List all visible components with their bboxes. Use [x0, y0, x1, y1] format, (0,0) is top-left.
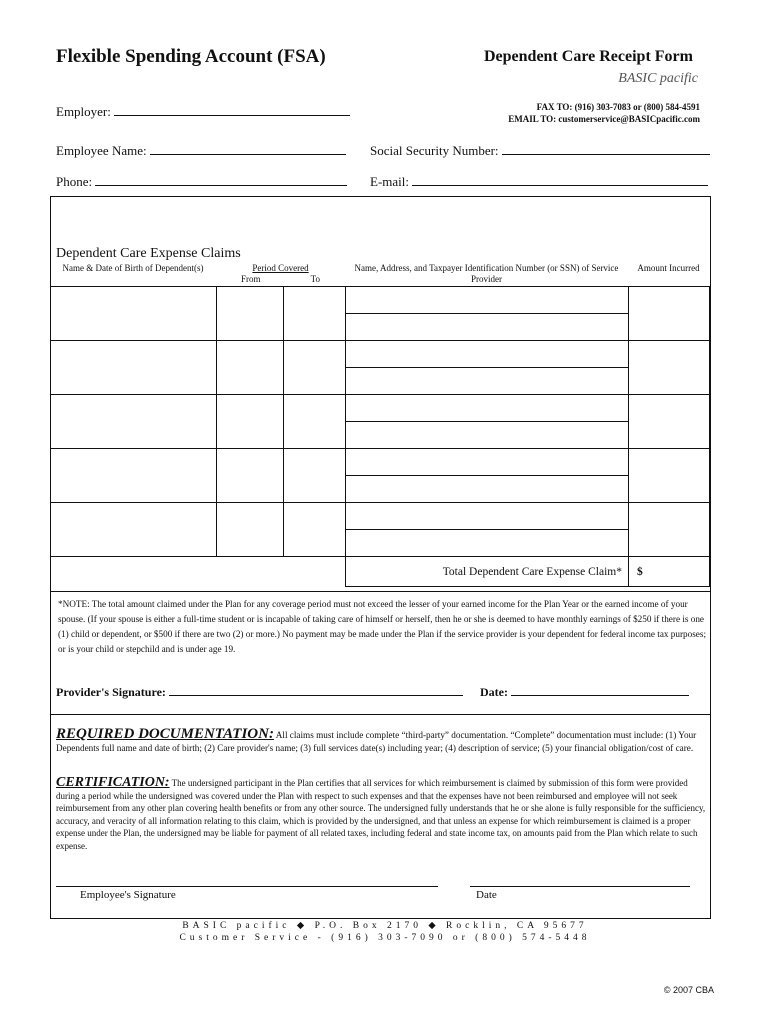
- provider-signature-label: Provider's Signature:: [56, 685, 166, 699]
- provider-cell[interactable]: [346, 476, 629, 503]
- from-cell[interactable]: [217, 503, 284, 557]
- dependent-cell[interactable]: [51, 503, 217, 557]
- col-header-period-sub: [216, 274, 345, 285]
- ssn-field[interactable]: [370, 142, 710, 159]
- provider-cell[interactable]: [346, 314, 629, 341]
- to-cell[interactable]: [284, 341, 346, 395]
- col-header-period: [216, 263, 345, 285]
- note-divider: [50, 591, 711, 592]
- employee-name-field[interactable]: [56, 142, 346, 159]
- from-cell[interactable]: [217, 395, 284, 449]
- employee-date-line[interactable]: [470, 886, 690, 887]
- ssn-input-line[interactable]: [502, 142, 710, 155]
- claim-note: *NOTE: The total amount claimed under the Plan for any coverage period must not exceed the lesser of your earned income for the Plan Year or the earned income of your spouse. (If your spouse is either a full-time student or is incapable of taking care of himself or herself, then he or she is deemed to have monthly earnings of $250 if there is one (1) child or dependent, or $500 if there are two (2) or more.) No payment may be made under the Plan if the service provider is your dependent for federal income tax purposes; or is your child or stepchild and is under age 19.: [58, 599, 707, 654]
- claim-row: [51, 341, 710, 368]
- provider-date-label: Date:: [480, 685, 508, 699]
- col-header-to: To: [310, 274, 320, 284]
- email-line: EMAIL TO: customerservice@BASICpacific.com: [508, 114, 700, 124]
- col-header-from: From: [241, 274, 261, 284]
- provider-signature-line[interactable]: [169, 683, 463, 696]
- amount-cell[interactable]: [629, 449, 710, 503]
- amount-cell[interactable]: [629, 287, 710, 341]
- provider-cell[interactable]: [346, 503, 629, 530]
- employee-name-input-line[interactable]: [150, 142, 346, 155]
- employee-signature-label: Employee's Signature: [80, 889, 176, 901]
- provider-cell[interactable]: [346, 341, 629, 368]
- to-cell[interactable]: [284, 395, 346, 449]
- ssn-label: Social Security Number:: [370, 143, 499, 158]
- amount-cell[interactable]: [629, 395, 710, 449]
- email-label: E-mail:: [370, 174, 409, 189]
- brand-logo-text: BASIC pacific: [618, 71, 698, 86]
- provider-cell[interactable]: [346, 422, 629, 449]
- total-label: Total Dependent Care Expense Claim*: [346, 557, 629, 587]
- certification: [56, 777, 706, 852]
- phone-field[interactable]: [56, 173, 347, 190]
- claims-section-title: Dependent Care Expense Claims: [56, 246, 241, 261]
- form-title: Flexible Spending Account (FSA): [56, 46, 326, 67]
- provider-cell[interactable]: [346, 530, 629, 557]
- required-documentation: [56, 728, 706, 755]
- to-cell[interactable]: [284, 503, 346, 557]
- total-amount[interactable]: $: [629, 557, 710, 587]
- employer-input-line[interactable]: [114, 103, 350, 116]
- to-cell[interactable]: [284, 449, 346, 503]
- from-cell[interactable]: [217, 341, 284, 395]
- provider-signature-field[interactable]: [56, 683, 463, 700]
- certification-heading: CERTIFICATION:: [56, 775, 170, 790]
- provider-cell[interactable]: [346, 449, 629, 476]
- signature-divider: [50, 714, 711, 715]
- provider-cell[interactable]: [346, 395, 629, 422]
- claim-row: [51, 503, 710, 530]
- from-cell[interactable]: [217, 287, 284, 341]
- form-subtitle: Dependent Care Receipt Form: [484, 48, 693, 65]
- employer-label: Employer:: [56, 104, 111, 119]
- total-row: [51, 557, 710, 587]
- amount-cell[interactable]: [629, 341, 710, 395]
- phone-input-line[interactable]: [95, 173, 347, 186]
- col-header-amount: Amount Incurred: [637, 263, 700, 273]
- claim-row: [51, 449, 710, 476]
- contact-info: [508, 101, 700, 125]
- col-header-period-label: Period Covered: [252, 263, 309, 273]
- email-input-line[interactable]: [412, 173, 708, 186]
- dependent-cell[interactable]: [51, 287, 217, 341]
- employer-field[interactable]: [56, 103, 350, 120]
- required-text: All claims must include complete “third-party” documentation. “Complete” documentation must include: (1) Your Dependents full name and date of birth; (2) Care provider's name; (3) full services date(s) including year; (4) description of service; (5) your financial obligation/cost of care.: [56, 730, 697, 753]
- provider-cell[interactable]: [346, 368, 629, 395]
- col-header-provider: Name, Address, and Taxpayer Identification Number (or SSN) of Service Provider: [354, 263, 619, 284]
- from-cell[interactable]: [217, 449, 284, 503]
- employee-name-label: Employee Name:: [56, 143, 147, 158]
- amount-cell[interactable]: [629, 503, 710, 557]
- claim-row: [51, 395, 710, 422]
- provider-date-line[interactable]: [511, 683, 689, 696]
- footer-address: BASIC pacific ◆ P.O. Box 2170 ◆ Rocklin, CA 95677: [182, 921, 588, 931]
- provider-date-field[interactable]: [480, 683, 689, 700]
- dependent-cell[interactable]: [51, 395, 217, 449]
- dependent-cell[interactable]: [51, 341, 217, 395]
- to-cell[interactable]: [284, 287, 346, 341]
- dependent-cell[interactable]: [51, 449, 217, 503]
- employee-signature-line[interactable]: [56, 886, 438, 887]
- col-header-dependent: Name & Date of Birth of Dependent(s): [62, 263, 204, 273]
- phone-label: Phone:: [56, 174, 93, 189]
- fax-line: FAX TO: (916) 303-7083 or (800) 584-4591: [536, 102, 700, 112]
- provider-cell[interactable]: [346, 287, 629, 314]
- certification-text: The undersigned participant in the Plan certifies that all services for which reimbursement is claimed by submission of this form were provided during a period while the undersigned was covered under the Plan with respect to such expenses and that the expenses have not been reimbursed and employee will not seek reimbursement from any other plan covering health benefits or from any other source. The undersigned fully understands that he or she alone is fully responsible for the sufficiency, accuracy, and veracity of all information relating to this claim, which is provided by the undersigned, and that unless an expense for which reimbursement is claimed is a proper expense under the Plan, the undersigned may be liable for payment of all related taxes, including federal and state income tax, on amounts paid from the Plan which relate to such expense.: [56, 778, 706, 851]
- required-heading: REQUIRED DOCUMENTATION:: [56, 726, 274, 742]
- employee-date-label: Date: [476, 889, 497, 901]
- footer-phone: Customer Service - (916) 303-7090 or (800) 574-5448: [179, 933, 591, 943]
- total-spacer: [51, 557, 346, 587]
- claim-row: [51, 287, 710, 314]
- email-field[interactable]: [370, 173, 708, 190]
- claims-table: [50, 286, 710, 587]
- copyright: © 2007 CBA: [663, 985, 714, 995]
